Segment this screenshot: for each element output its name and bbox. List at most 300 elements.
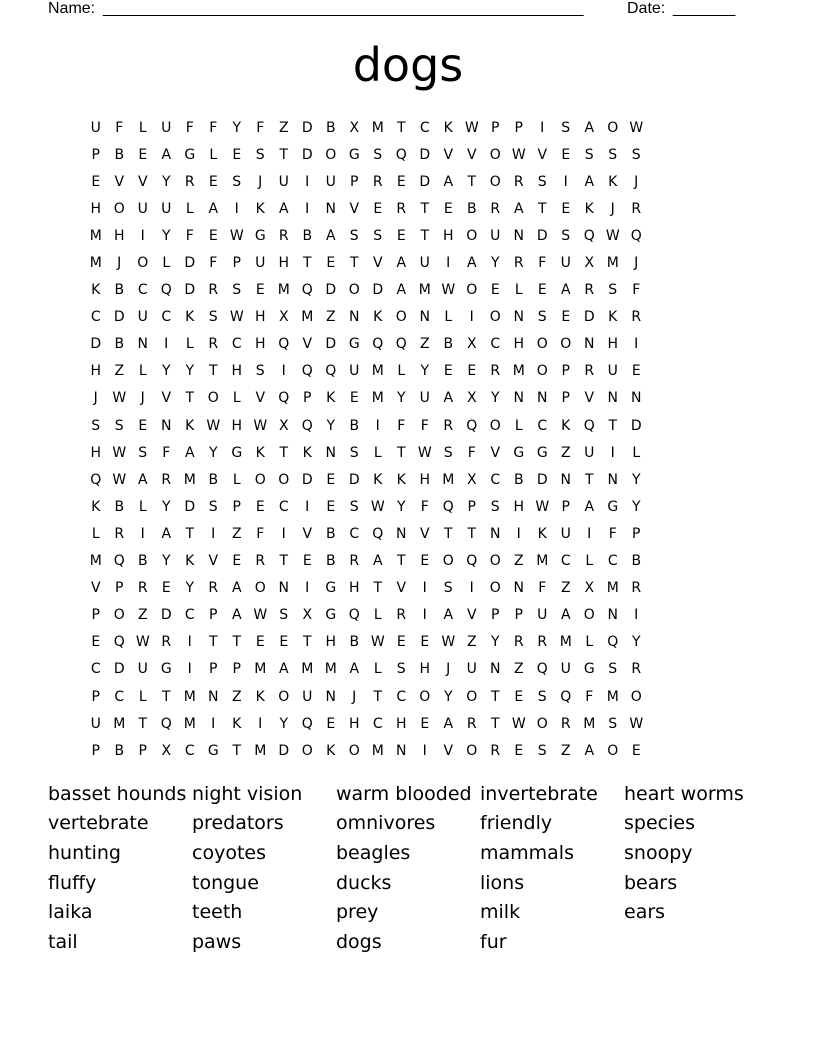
- word-list-item: omnivores: [336, 812, 436, 835]
- grid-letter: N: [631, 390, 642, 407]
- grid-letter: W: [370, 498, 385, 515]
- grid-letter: Q: [348, 607, 360, 624]
- grid-row: [84, 168, 732, 195]
- grid-letter: E: [420, 715, 430, 732]
- grid-letter: O: [489, 580, 501, 597]
- grid-letter: T: [208, 634, 218, 651]
- grid-letter: U: [419, 255, 430, 272]
- grid-letter: R: [137, 580, 148, 597]
- grid-letter: Z: [419, 336, 430, 353]
- grid-letter: B: [349, 417, 360, 434]
- grid-letter: Y: [490, 255, 500, 272]
- grid-letter: G: [254, 227, 266, 244]
- grid-letter: A: [560, 282, 571, 299]
- grid-letter: R: [513, 255, 524, 272]
- grid-letter: Q: [560, 688, 572, 705]
- grid-letter: P: [514, 607, 523, 624]
- grid-letter: A: [466, 255, 477, 272]
- grid-letter: U: [161, 200, 172, 217]
- grid-letter: S: [443, 444, 453, 461]
- grid-letter: D: [184, 498, 196, 515]
- grid-letter: E: [631, 363, 641, 380]
- grid-letter: R: [372, 173, 383, 190]
- word-list-item: lions: [480, 871, 525, 894]
- grid-letter: G: [160, 661, 172, 678]
- grid-letter: Z: [114, 363, 125, 380]
- grid-letter: R: [208, 580, 219, 597]
- grid-letter: A: [443, 390, 454, 407]
- grid-letter: R: [255, 553, 266, 570]
- grid-letter: F: [162, 444, 171, 461]
- grid-letter: Q: [325, 363, 337, 380]
- grid-letter: J: [634, 255, 639, 272]
- grid-letter: R: [184, 173, 195, 190]
- grid-letter: T: [349, 255, 359, 272]
- grid-letter: K: [255, 200, 265, 217]
- grid-letter: D: [113, 661, 125, 678]
- grid-letter: R: [490, 742, 501, 759]
- grid-letter: X: [278, 417, 289, 434]
- grid-letter: M: [371, 363, 384, 380]
- grid-letter: E: [326, 498, 336, 515]
- grid-letter: R: [396, 200, 407, 217]
- grid-letter: Y: [161, 227, 171, 244]
- grid-letter: P: [491, 119, 500, 136]
- grid-letter: W: [253, 607, 268, 624]
- grid-letter: W: [511, 715, 526, 732]
- word-list-item: night vision: [192, 782, 303, 805]
- grid-letter: L: [138, 119, 147, 136]
- grid-letter: D: [372, 282, 384, 299]
- grid-letter: M: [536, 553, 549, 570]
- grid-letter: C: [607, 553, 618, 570]
- grid-letter: D: [301, 471, 313, 488]
- grid-row: [84, 737, 732, 764]
- grid-letter: S: [561, 227, 571, 244]
- grid-letter: T: [396, 444, 406, 461]
- grid-letter: E: [232, 553, 242, 570]
- grid-letter: G: [348, 146, 360, 163]
- grid-row: [84, 249, 732, 276]
- grid-row: [84, 493, 732, 520]
- grid-letter: P: [561, 498, 570, 515]
- grid-letter: F: [256, 525, 265, 542]
- grid-letter: R: [631, 661, 642, 678]
- grid-letter: D: [348, 471, 360, 488]
- grid-letter: T: [279, 444, 289, 461]
- grid-letter: O: [254, 580, 266, 597]
- grid-letter: I: [140, 227, 145, 244]
- grid-letter: P: [91, 146, 100, 163]
- grid-letter: Q: [630, 227, 642, 244]
- grid-letter: N: [584, 336, 595, 353]
- grid-letter: M: [183, 688, 196, 705]
- grid-letter: Y: [490, 390, 500, 407]
- grid-letter: S: [631, 146, 641, 163]
- grid-letter: I: [305, 580, 310, 597]
- grid-letter: S: [255, 146, 265, 163]
- grid-letter: K: [584, 200, 594, 217]
- grid-letter: E: [255, 634, 265, 651]
- grid-letter: U: [560, 255, 571, 272]
- word-list-item: teeth: [192, 901, 243, 924]
- grid-letter: M: [254, 742, 267, 759]
- grid-letter: P: [467, 498, 476, 515]
- grid-letter: I: [563, 173, 568, 190]
- grid-letter: P: [491, 607, 500, 624]
- grid-letter: C: [90, 661, 101, 678]
- grid-letter: U: [137, 200, 148, 217]
- grid-letter: I: [634, 336, 639, 353]
- grid-letter: M: [606, 688, 619, 705]
- grid-letter: N: [513, 227, 524, 244]
- grid-letter: Q: [372, 525, 384, 542]
- grid-row: [84, 710, 732, 737]
- grid-letter: V: [443, 742, 454, 759]
- grid-letter: A: [325, 227, 336, 244]
- grid-letter: I: [540, 119, 545, 136]
- grid-letter: O: [278, 688, 290, 705]
- word-list-row: [48, 838, 768, 868]
- grid-letter: Y: [208, 444, 218, 461]
- grid-letter: U: [537, 607, 548, 624]
- grid-letter: B: [466, 200, 477, 217]
- grid-letter: H: [395, 715, 407, 732]
- grid-letter: O: [583, 607, 595, 624]
- grid-letter: S: [91, 417, 101, 434]
- word-list-item: milk: [480, 901, 521, 924]
- grid-letter: K: [608, 173, 618, 190]
- grid-letter: J: [93, 390, 98, 407]
- grid-letter: P: [209, 607, 218, 624]
- grid-letter: O: [207, 390, 219, 407]
- grid-letter: S: [255, 363, 265, 380]
- grid-letter: E: [232, 146, 242, 163]
- grid-letter: O: [607, 742, 619, 759]
- grid-letter: U: [325, 173, 336, 190]
- word-list-item: ducks: [336, 871, 392, 894]
- grid-letter: Q: [442, 498, 454, 515]
- grid-letter: B: [114, 498, 125, 515]
- word-list-item: bears: [624, 871, 678, 894]
- grid-letter: I: [164, 336, 169, 353]
- grid-letter: O: [348, 282, 360, 299]
- grid-letter: B: [114, 146, 125, 163]
- grid-letter: S: [208, 309, 218, 326]
- grid-letter: C: [114, 688, 125, 705]
- grid-letter: K: [185, 553, 195, 570]
- grid-letter: D: [278, 742, 290, 759]
- grid-letter: O: [466, 742, 478, 759]
- grid-letter: Z: [278, 119, 289, 136]
- grid-letter: M: [418, 282, 431, 299]
- grid-letter: F: [397, 417, 406, 434]
- grid-letter: G: [583, 661, 595, 678]
- grid-letter: Z: [231, 525, 242, 542]
- grid-letter: J: [117, 255, 122, 272]
- grid-letter: Y: [396, 498, 406, 515]
- grid-letter: N: [560, 471, 571, 488]
- grid-letter: P: [561, 363, 570, 380]
- grid-letter: B: [208, 471, 219, 488]
- grid-letter: R: [513, 173, 524, 190]
- grid-letter: I: [422, 742, 427, 759]
- grid-letter: K: [91, 498, 101, 515]
- grid-letter: D: [301, 146, 313, 163]
- grid-letter: N: [208, 688, 219, 705]
- letter-grid: [84, 114, 732, 764]
- grid-letter: M: [301, 661, 314, 678]
- grid-letter: M: [606, 580, 619, 597]
- grid-letter: E: [161, 580, 171, 597]
- grid-letter: U: [302, 688, 313, 705]
- grid-letter: K: [373, 471, 383, 488]
- grid-letter: M: [371, 119, 384, 136]
- word-list-row: [48, 868, 768, 898]
- grid-letter: O: [466, 227, 478, 244]
- grid-letter: M: [559, 634, 572, 651]
- grid-letter: U: [137, 661, 148, 678]
- grid-letter: E: [91, 634, 101, 651]
- grid-letter: L: [138, 363, 147, 380]
- grid-letter: Q: [160, 715, 172, 732]
- grid-letter: A: [513, 200, 524, 217]
- grid-letter: E: [373, 200, 383, 217]
- grid-letter: G: [607, 498, 619, 515]
- grid-letter: H: [231, 363, 243, 380]
- grid-letter: I: [305, 173, 310, 190]
- grid-letter: O: [489, 173, 501, 190]
- grid-letter: Z: [513, 553, 524, 570]
- grid-letter: N: [607, 390, 618, 407]
- grid-letter: E: [467, 363, 477, 380]
- grid-letter: I: [469, 580, 474, 597]
- grid-letter: E: [514, 688, 524, 705]
- word-list-item: paws: [192, 930, 242, 953]
- grid-letter: D: [536, 471, 548, 488]
- grid-letter: Q: [160, 282, 172, 299]
- grid-row: [84, 385, 732, 412]
- grid-letter: C: [396, 688, 407, 705]
- grid-letter: W: [229, 227, 244, 244]
- grid-letter: S: [373, 146, 383, 163]
- page-title: dogs: [352, 38, 464, 92]
- grid-letter: P: [232, 661, 241, 678]
- grid-letter: R: [490, 200, 501, 217]
- grid-letter: F: [185, 227, 194, 244]
- grid-letter: K: [326, 390, 336, 407]
- grid-row: [84, 331, 732, 358]
- grid-letter: D: [184, 255, 196, 272]
- grid-letter: S: [608, 715, 618, 732]
- grid-letter: W: [253, 417, 268, 434]
- word-list-row: [48, 897, 768, 927]
- grid-letter: D: [630, 417, 642, 434]
- grid-letter: A: [584, 742, 595, 759]
- grid-letter: Y: [185, 580, 195, 597]
- grid-letter: A: [278, 200, 289, 217]
- grid-letter: O: [489, 146, 501, 163]
- grid-letter: M: [113, 715, 126, 732]
- grid-letter: K: [255, 444, 265, 461]
- grid-letter: H: [254, 309, 266, 326]
- grid-letter: O: [560, 336, 572, 353]
- grid-letter: I: [187, 661, 192, 678]
- grid-row: [84, 466, 732, 493]
- grid-letter: P: [91, 607, 100, 624]
- grid-letter: T: [185, 390, 195, 407]
- grid-letter: W: [464, 119, 479, 136]
- grid-letter: N: [396, 525, 407, 542]
- grid-letter: E: [326, 471, 336, 488]
- grid-letter: Z: [560, 580, 571, 597]
- grid-letter: O: [466, 282, 478, 299]
- grid-letter: X: [161, 742, 172, 759]
- grid-letter: O: [630, 688, 642, 705]
- grid-letter: E: [396, 634, 406, 651]
- grid-letter: Y: [631, 634, 641, 651]
- grid-letter: O: [325, 146, 337, 163]
- grid-letter: L: [397, 363, 406, 380]
- grid-letter: Y: [631, 498, 641, 515]
- grid-letter: W: [135, 634, 150, 651]
- grid-letter: Z: [560, 742, 571, 759]
- grid-row: [84, 656, 732, 683]
- grid-letter: Q: [301, 282, 313, 299]
- grid-letter: W: [629, 119, 644, 136]
- grid-letter: G: [231, 444, 243, 461]
- grid-letter: C: [161, 309, 172, 326]
- grid-letter: F: [209, 119, 218, 136]
- word-list: [48, 779, 768, 957]
- grid-letter: Q: [372, 336, 384, 353]
- word-list-item: prey: [336, 901, 379, 924]
- grid-letter: N: [396, 742, 407, 759]
- grid-letter: K: [185, 309, 195, 326]
- grid-letter: Q: [607, 634, 619, 651]
- grid-letter: S: [396, 661, 406, 678]
- grid-row: [84, 683, 732, 710]
- grid-letter: L: [185, 200, 194, 217]
- grid-letter: C: [349, 525, 360, 542]
- grid-letter: D: [325, 282, 337, 299]
- grid-letter: E: [631, 742, 641, 759]
- grid-letter: Q: [395, 336, 407, 353]
- date-line: _______: [673, 0, 736, 17]
- grid-letter: V: [466, 146, 477, 163]
- grid-row: [84, 358, 732, 385]
- grid-letter: E: [396, 227, 406, 244]
- grid-letter: M: [183, 471, 196, 488]
- grid-letter: E: [514, 742, 524, 759]
- grid-letter: V: [466, 607, 477, 624]
- grid-letter: F: [209, 255, 218, 272]
- grid-letter: T: [279, 146, 289, 163]
- grid-letter: F: [608, 525, 617, 542]
- grid-row: [84, 575, 732, 602]
- grid-letter: Q: [301, 715, 313, 732]
- grid-letter: S: [208, 498, 218, 515]
- grid-letter: Z: [325, 309, 336, 326]
- grid-letter: P: [232, 498, 241, 515]
- grid-letter: Y: [161, 363, 171, 380]
- grid-letter: B: [137, 553, 148, 570]
- grid-letter: E: [349, 390, 359, 407]
- grid-letter: Z: [560, 444, 571, 461]
- grid-letter: H: [419, 661, 431, 678]
- grid-letter: T: [467, 525, 477, 542]
- grid-letter: R: [631, 200, 642, 217]
- grid-letter: K: [537, 525, 547, 542]
- grid-letter: O: [489, 417, 501, 434]
- grid-letter: C: [278, 498, 289, 515]
- grid-letter: B: [302, 227, 313, 244]
- grid-letter: V: [372, 255, 383, 272]
- grid-letter: A: [584, 498, 595, 515]
- grid-letter: T: [608, 417, 618, 434]
- grid-letter: L: [444, 309, 453, 326]
- grid-letter: Q: [583, 227, 595, 244]
- grid-letter: M: [89, 553, 102, 570]
- grid-letter: T: [420, 200, 430, 217]
- grid-letter: N: [278, 580, 289, 597]
- grid-letter: W: [229, 309, 244, 326]
- grid-letter: R: [161, 634, 172, 651]
- grid-letter: I: [375, 417, 380, 434]
- grid-letter: L: [232, 390, 241, 407]
- word-list-item: predators: [192, 812, 284, 835]
- grid-letter: A: [443, 715, 454, 732]
- grid-letter: W: [112, 444, 127, 461]
- grid-letter: P: [514, 119, 523, 136]
- word-list-item: coyotes: [192, 841, 266, 864]
- grid-letter: S: [608, 661, 618, 678]
- grid-letter: S: [279, 607, 289, 624]
- grid-letter: I: [469, 309, 474, 326]
- grid-letter: U: [278, 173, 289, 190]
- word-list-item: basset hounds: [48, 782, 187, 805]
- grid-letter: I: [610, 444, 615, 461]
- grid-letter: V: [584, 390, 595, 407]
- grid-letter: K: [185, 417, 195, 434]
- grid-letter: J: [352, 688, 357, 705]
- grid-letter: S: [490, 498, 500, 515]
- grid-letter: K: [302, 444, 312, 461]
- grid-letter: J: [258, 173, 263, 190]
- grid-letter: S: [608, 146, 618, 163]
- grid-letter: A: [137, 471, 148, 488]
- grid-letter: C: [490, 336, 501, 353]
- grid-letter: U: [584, 444, 595, 461]
- grid-letter: C: [231, 336, 242, 353]
- grid-letter: G: [348, 336, 360, 353]
- grid-letter: X: [466, 390, 477, 407]
- grid-letter: Q: [278, 336, 290, 353]
- grid-letter: B: [443, 336, 454, 353]
- grid-letter: V: [90, 580, 101, 597]
- grid-letter: S: [537, 742, 547, 759]
- grid-row: [84, 222, 732, 249]
- grid-letter: I: [516, 525, 521, 542]
- grid-letter: A: [231, 580, 242, 597]
- grid-row: [84, 548, 732, 575]
- word-list-item: heart worms: [624, 782, 744, 805]
- grid-letter: T: [373, 688, 383, 705]
- grid-letter: E: [396, 173, 406, 190]
- grid-letter: N: [490, 661, 501, 678]
- grid-letter: N: [607, 471, 618, 488]
- grid-letter: L: [632, 444, 641, 461]
